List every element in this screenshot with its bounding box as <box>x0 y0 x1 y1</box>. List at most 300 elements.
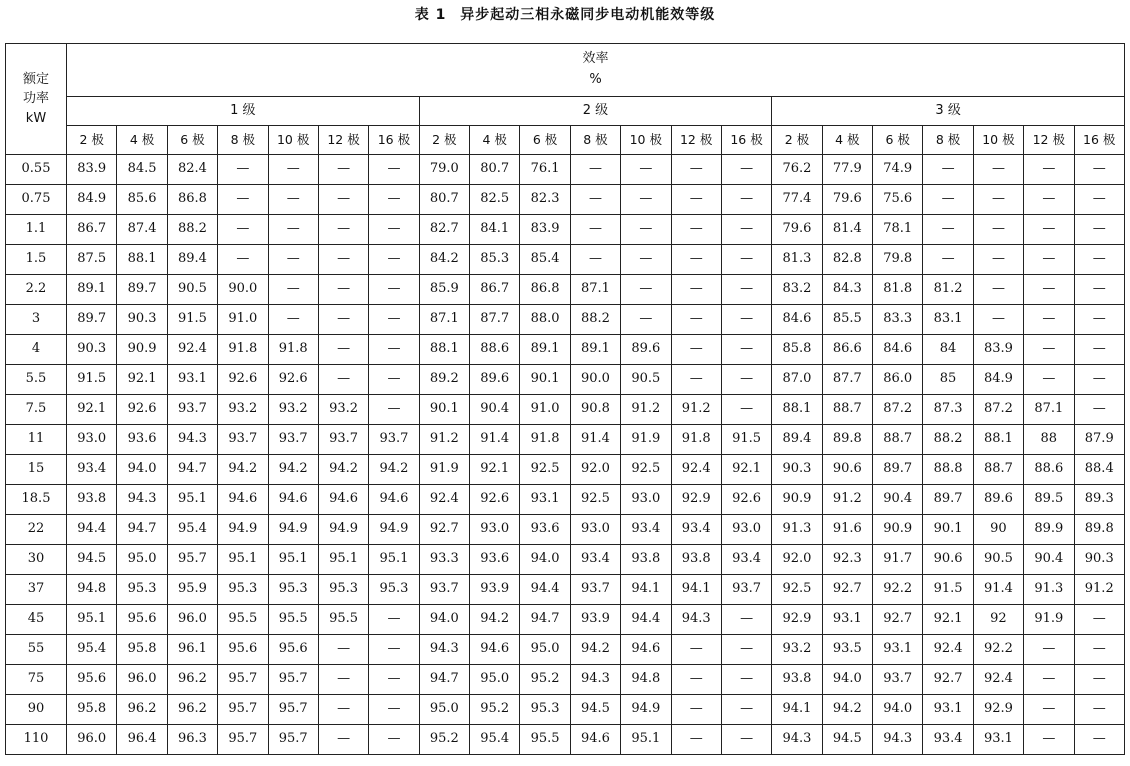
efficiency-cell: 90.4 <box>470 395 520 425</box>
rated-power-header-line: 额定 <box>22 71 49 87</box>
pole-header: 10 极 <box>621 126 671 155</box>
efficiency-cell: 94.7 <box>167 455 217 485</box>
efficiency-cell: 90.0 <box>570 365 620 395</box>
efficiency-cell: 92.5 <box>621 455 671 485</box>
efficiency-cell: 91.2 <box>1074 575 1125 605</box>
rated-power-cell: 18.5 <box>6 485 67 515</box>
efficiency-cell: 92.2 <box>873 575 923 605</box>
efficiency-cell: 95.7 <box>268 725 318 755</box>
table-row <box>6 485 1125 515</box>
table-row <box>6 605 1125 635</box>
efficiency-cell: 86.8 <box>520 275 570 305</box>
efficiency-cell: 84.6 <box>873 335 923 365</box>
efficiency-cell: 94.2 <box>318 455 368 485</box>
efficiency-cell: 83.9 <box>520 215 570 245</box>
efficiency-cell: — <box>671 665 721 695</box>
efficiency-cell: 92.5 <box>772 575 822 605</box>
pole-header: 16 极 <box>369 126 419 155</box>
rated-power-cell: 110 <box>6 725 67 755</box>
efficiency-cell: 87.1 <box>419 305 469 335</box>
efficiency-cell: — <box>1024 245 1074 275</box>
efficiency-cell: 91.8 <box>520 425 570 455</box>
efficiency-cell: — <box>1024 215 1074 245</box>
efficiency-cell: — <box>973 305 1023 335</box>
efficiency-cell: 84.9 <box>973 365 1023 395</box>
efficiency-cell: 93.9 <box>570 605 620 635</box>
rated-power-cell: 0.75 <box>6 185 67 215</box>
efficiency-cell: — <box>1074 215 1125 245</box>
efficiency-cell: 81.4 <box>822 215 872 245</box>
efficiency-cell: 87.1 <box>1024 395 1074 425</box>
efficiency-cell: 94.0 <box>822 665 872 695</box>
efficiency-cell: 84.1 <box>470 215 520 245</box>
efficiency-cell: 79.6 <box>822 185 872 215</box>
efficiency-cell: 88.0 <box>520 305 570 335</box>
efficiency-cell: 93.1 <box>923 695 973 725</box>
efficiency-cell: 94.3 <box>873 725 923 755</box>
table-row <box>6 545 1125 575</box>
efficiency-cell: 95.3 <box>218 575 268 605</box>
efficiency-cell: — <box>721 305 771 335</box>
rated-power-cell: 1.1 <box>6 215 67 245</box>
efficiency-cell: — <box>218 185 268 215</box>
efficiency-cell: 88.7 <box>973 455 1023 485</box>
efficiency-cell: 77.4 <box>772 185 822 215</box>
efficiency-cell: 76.1 <box>520 155 570 185</box>
efficiency-cell: — <box>923 155 973 185</box>
efficiency-cell: — <box>671 245 721 275</box>
efficiency-cell: — <box>621 305 671 335</box>
efficiency-cell: 94.1 <box>772 695 822 725</box>
efficiency-cell: 94.3 <box>671 605 721 635</box>
efficiency-cell: 86.7 <box>67 215 117 245</box>
efficiency-cell: 93.1 <box>167 365 217 395</box>
efficiency-cell: 95.0 <box>419 695 469 725</box>
efficiency-cell: — <box>369 365 419 395</box>
efficiency-cell: — <box>671 725 721 755</box>
efficiency-cell: 91.0 <box>218 305 268 335</box>
efficiency-cell: — <box>570 155 620 185</box>
efficiency-cell: 93.7 <box>218 425 268 455</box>
efficiency-cell: — <box>721 275 771 305</box>
efficiency-cell: 93.5 <box>822 635 872 665</box>
efficiency-cell: 83.9 <box>67 155 117 185</box>
efficiency-cell: 94.5 <box>822 725 872 755</box>
efficiency-cell: 87.1 <box>570 275 620 305</box>
table-row <box>6 305 1125 335</box>
efficiency-cell: — <box>621 275 671 305</box>
efficiency-cell: 95.7 <box>268 695 318 725</box>
pole-header: 4 极 <box>822 126 872 155</box>
efficiency-cell: — <box>318 155 368 185</box>
efficiency-cell: 93.7 <box>419 575 469 605</box>
efficiency-cell: 79.8 <box>873 245 923 275</box>
efficiency-cell: 94.9 <box>268 515 318 545</box>
pole-header: 16 极 <box>1074 126 1125 155</box>
efficiency-cell: — <box>369 275 419 305</box>
efficiency-cell: — <box>318 635 368 665</box>
efficiency-cell: 91.3 <box>772 515 822 545</box>
efficiency-cell: 95.0 <box>470 665 520 695</box>
efficiency-cell: — <box>1074 245 1125 275</box>
efficiency-cell: 95.7 <box>167 545 217 575</box>
efficiency-cell: 95.7 <box>218 695 268 725</box>
efficiency-cell: 95.1 <box>318 545 368 575</box>
efficiency-cell: 84.2 <box>419 245 469 275</box>
efficiency-cell: — <box>369 665 419 695</box>
efficiency-cell: 94.6 <box>218 485 268 515</box>
efficiency-cell: — <box>268 275 318 305</box>
pole-header: 2 极 <box>67 126 117 155</box>
efficiency-cell: 93.7 <box>268 425 318 455</box>
efficiency-title: 效率 <box>582 51 609 67</box>
efficiency-cell: — <box>721 665 771 695</box>
efficiency-cell: 92.0 <box>570 455 620 485</box>
efficiency-cell: 86.6 <box>822 335 872 365</box>
efficiency-cell: 79.6 <box>772 215 822 245</box>
efficiency-cell: 94.1 <box>671 575 721 605</box>
efficiency-cell: — <box>1024 635 1074 665</box>
efficiency-cell: — <box>1074 335 1125 365</box>
efficiency-cell: 95.1 <box>218 545 268 575</box>
efficiency-cell: 90.4 <box>1024 545 1074 575</box>
table-row <box>6 515 1125 545</box>
efficiency-cell: — <box>218 215 268 245</box>
efficiency-cell: 90.9 <box>873 515 923 545</box>
efficiency-cell: 90.9 <box>772 485 822 515</box>
efficiency-cell: 95.0 <box>520 635 570 665</box>
efficiency-cell: 95.7 <box>218 665 268 695</box>
efficiency-cell: — <box>570 215 620 245</box>
efficiency-cell: 90.5 <box>973 545 1023 575</box>
efficiency-cell: 92.6 <box>117 395 167 425</box>
efficiency-cell: 93.4 <box>923 725 973 755</box>
efficiency-cell: 90 <box>973 515 1023 545</box>
efficiency-cell: 94.6 <box>369 485 419 515</box>
table-row <box>6 395 1125 425</box>
table-caption <box>0 4 1130 26</box>
efficiency-cell: 88.1 <box>117 245 167 275</box>
efficiency-cell: 93.7 <box>570 575 620 605</box>
efficiency-cell: 95.5 <box>318 605 368 635</box>
efficiency-cell: — <box>671 155 721 185</box>
efficiency-cell: 91.2 <box>621 395 671 425</box>
efficiency-cell: — <box>973 185 1023 215</box>
efficiency-cell: 93.1 <box>822 605 872 635</box>
efficiency-cell: 92.4 <box>671 455 721 485</box>
table-row <box>6 245 1125 275</box>
efficiency-cell: 93.7 <box>721 575 771 605</box>
efficiency-cell: — <box>671 365 721 395</box>
efficiency-cell: 91.5 <box>721 425 771 455</box>
efficiency-cell: — <box>1024 275 1074 305</box>
efficiency-cell: — <box>268 305 318 335</box>
efficiency-cell: — <box>721 695 771 725</box>
efficiency-cell: 95.2 <box>520 665 570 695</box>
efficiency-cell: — <box>570 245 620 275</box>
efficiency-cell: 93.2 <box>772 635 822 665</box>
efficiency-cell: — <box>1024 305 1074 335</box>
efficiency-cell: 93.4 <box>570 545 620 575</box>
efficiency-cell: 93.0 <box>721 515 771 545</box>
pole-header: 6 极 <box>873 126 923 155</box>
pole-header: 8 极 <box>570 126 620 155</box>
efficiency-cell: — <box>1074 305 1125 335</box>
efficiency-cell: 92.4 <box>923 635 973 665</box>
efficiency-cell: 95.2 <box>470 695 520 725</box>
efficiency-cell: 92.1 <box>67 395 117 425</box>
efficiency-cell: 95.4 <box>67 635 117 665</box>
table-row <box>6 365 1125 395</box>
efficiency-cell: 91.8 <box>268 335 318 365</box>
efficiency-cell: 94.7 <box>419 665 469 695</box>
efficiency-cell: — <box>318 725 368 755</box>
efficiency-cell: — <box>1024 185 1074 215</box>
efficiency-cell: 94.3 <box>419 635 469 665</box>
efficiency-cell: 83.9 <box>973 335 1023 365</box>
efficiency-cell: 91.9 <box>1024 605 1074 635</box>
efficiency-cell: 85.4 <box>520 245 570 275</box>
efficiency-cell: 89.3 <box>1074 485 1125 515</box>
efficiency-cell: — <box>318 335 368 365</box>
efficiency-cell: 92.4 <box>419 485 469 515</box>
efficiency-cell: 87.9 <box>1074 425 1125 455</box>
efficiency-cell: 90.3 <box>117 305 167 335</box>
efficiency-cell: 92.7 <box>419 515 469 545</box>
efficiency-header <box>67 44 1125 97</box>
efficiency-cell: — <box>621 155 671 185</box>
pole-header: 4 极 <box>117 126 167 155</box>
efficiency-cell: 89.7 <box>67 305 117 335</box>
efficiency-cell: 94.7 <box>117 515 167 545</box>
efficiency-cell: — <box>318 365 368 395</box>
efficiency-cell: 90.0 <box>218 275 268 305</box>
table-row <box>6 665 1125 695</box>
efficiency-cell: 89.4 <box>167 245 217 275</box>
efficiency-cell: 92.7 <box>923 665 973 695</box>
efficiency-cell: 88.6 <box>470 335 520 365</box>
efficiency-cell: 93.2 <box>218 395 268 425</box>
efficiency-cell: — <box>1074 695 1125 725</box>
efficiency-cell: — <box>369 635 419 665</box>
efficiency-cell: — <box>369 245 419 275</box>
rated-power-cell: 90 <box>6 695 67 725</box>
efficiency-cell: 90.3 <box>67 335 117 365</box>
efficiency-cell: 96.0 <box>167 605 217 635</box>
efficiency-cell: 87.3 <box>923 395 973 425</box>
efficiency-cell: — <box>671 695 721 725</box>
table-row <box>6 425 1125 455</box>
efficiency-cell: 86.8 <box>167 185 217 215</box>
efficiency-cell: 86.7 <box>470 275 520 305</box>
efficiency-cell: 79.0 <box>419 155 469 185</box>
efficiency-cell: — <box>1024 665 1074 695</box>
efficiency-cell: 94.6 <box>470 635 520 665</box>
table-row <box>6 215 1125 245</box>
efficiency-cell: 93.4 <box>67 455 117 485</box>
rated-power-cell: 3 <box>6 305 67 335</box>
efficiency-cell: 95.6 <box>117 605 167 635</box>
efficiency-cell: 91.8 <box>671 425 721 455</box>
efficiency-cell: — <box>1074 395 1125 425</box>
efficiency-cell: 87.5 <box>67 245 117 275</box>
efficiency-cell: 96.3 <box>167 725 217 755</box>
efficiency-cell: 92.6 <box>721 485 771 515</box>
efficiency-cell: — <box>369 395 419 425</box>
efficiency-cell: — <box>721 245 771 275</box>
efficiency-cell: 82.8 <box>822 245 872 275</box>
efficiency-cell: — <box>671 275 721 305</box>
efficiency-cell: 93.3 <box>419 545 469 575</box>
table-row <box>6 695 1125 725</box>
efficiency-cell: — <box>1074 185 1125 215</box>
efficiency-cell: — <box>923 185 973 215</box>
efficiency-cell: — <box>1074 275 1125 305</box>
efficiency-cell: 89.7 <box>117 275 167 305</box>
efficiency-cell: — <box>318 275 368 305</box>
efficiency-cell: 88.1 <box>772 395 822 425</box>
efficiency-cell: 95.6 <box>67 665 117 695</box>
efficiency-cell: 88.7 <box>822 395 872 425</box>
efficiency-cell: — <box>721 335 771 365</box>
efficiency-cell: 90.6 <box>923 545 973 575</box>
efficiency-cell: 93.8 <box>671 545 721 575</box>
rated-power-header-line: 功率 <box>22 91 49 107</box>
efficiency-cell: 81.8 <box>873 275 923 305</box>
efficiency-cell: 93.7 <box>318 425 368 455</box>
efficiency-cell: 93.1 <box>520 485 570 515</box>
efficiency-cell: — <box>268 185 318 215</box>
efficiency-cell: 95.3 <box>369 575 419 605</box>
efficiency-cell: 93.9 <box>470 575 520 605</box>
table-row <box>6 725 1125 755</box>
efficiency-cell: 93.6 <box>117 425 167 455</box>
efficiency-cell: 93.1 <box>873 635 923 665</box>
efficiency-cell: 92.1 <box>470 455 520 485</box>
efficiency-cell: 95.6 <box>268 635 318 665</box>
efficiency-cell: 96.4 <box>117 725 167 755</box>
efficiency-cell: 92.6 <box>470 485 520 515</box>
efficiency-cell: — <box>721 725 771 755</box>
efficiency-cell: 94.0 <box>117 455 167 485</box>
efficiency-cell: 93.8 <box>772 665 822 695</box>
efficiency-cell: 91.8 <box>218 335 268 365</box>
efficiency-cell: — <box>318 695 368 725</box>
efficiency-cell: 82.5 <box>470 185 520 215</box>
efficiency-cell: 92.1 <box>721 455 771 485</box>
efficiency-cell: 94.5 <box>570 695 620 725</box>
efficiency-cell: 92.4 <box>973 665 1023 695</box>
efficiency-cell: — <box>318 215 368 245</box>
efficiency-cell: 89.7 <box>923 485 973 515</box>
table-row <box>6 575 1125 605</box>
efficiency-cell: — <box>318 665 368 695</box>
efficiency-cell: 93.7 <box>369 425 419 455</box>
efficiency-cell: 90.1 <box>419 395 469 425</box>
efficiency-cell: 83.2 <box>772 275 822 305</box>
pole-header: 2 极 <box>419 126 469 155</box>
efficiency-cell: 92.2 <box>973 635 1023 665</box>
efficiency-cell: 91.2 <box>419 425 469 455</box>
efficiency-cell: 94.0 <box>520 545 570 575</box>
efficiency-cell: 91.7 <box>873 545 923 575</box>
efficiency-cell: 89.1 <box>520 335 570 365</box>
efficiency-cell: — <box>621 215 671 245</box>
efficiency-cell: 92.3 <box>822 545 872 575</box>
pole-header: 8 极 <box>923 126 973 155</box>
efficiency-cell: — <box>1024 155 1074 185</box>
efficiency-cell: 93.1 <box>973 725 1023 755</box>
rated-power-cell: 4 <box>6 335 67 365</box>
pole-header: 4 极 <box>470 126 520 155</box>
efficiency-cell: 88.8 <box>923 455 973 485</box>
efficiency-cell: 94.2 <box>822 695 872 725</box>
efficiency-cell: 96.0 <box>117 665 167 695</box>
efficiency-cell: 94.0 <box>419 605 469 635</box>
table-row <box>6 275 1125 305</box>
efficiency-cell: 94.6 <box>268 485 318 515</box>
table-title: 异步起动三相永磁同步电动机能效等级 <box>460 7 716 23</box>
efficiency-grade-table <box>5 43 1125 755</box>
efficiency-cell: — <box>671 215 721 245</box>
efficiency-cell: 91.5 <box>167 305 217 335</box>
efficiency-cell: — <box>1074 635 1125 665</box>
grade-3-header: 3 级 <box>772 97 1125 126</box>
efficiency-cell: 87.2 <box>973 395 1023 425</box>
efficiency-cell: 89.8 <box>822 425 872 455</box>
efficiency-cell: — <box>218 245 268 275</box>
efficiency-cell: 91.5 <box>67 365 117 395</box>
efficiency-cell: — <box>923 245 973 275</box>
efficiency-cell: 85.3 <box>470 245 520 275</box>
efficiency-cell: 91.3 <box>1024 575 1074 605</box>
efficiency-cell: 92.0 <box>772 545 822 575</box>
pole-header: 16 极 <box>721 126 771 155</box>
efficiency-cell: 95.3 <box>268 575 318 605</box>
efficiency-cell: 93.4 <box>671 515 721 545</box>
efficiency-cell: 94.2 <box>570 635 620 665</box>
efficiency-cell: — <box>1024 695 1074 725</box>
rated-power-cell: 30 <box>6 545 67 575</box>
efficiency-cell: 91.4 <box>570 425 620 455</box>
efficiency-cell: 94.6 <box>318 485 368 515</box>
efficiency-cell: 93.2 <box>318 395 368 425</box>
efficiency-cell: 92.9 <box>973 695 1023 725</box>
table-row <box>6 455 1125 485</box>
efficiency-cell: 94.6 <box>570 725 620 755</box>
efficiency-cell: 94.9 <box>369 515 419 545</box>
efficiency-cell: — <box>973 275 1023 305</box>
efficiency-cell: — <box>318 245 368 275</box>
efficiency-cell: 89.9 <box>1024 515 1074 545</box>
efficiency-cell: 82.3 <box>520 185 570 215</box>
efficiency-cell: 93.6 <box>470 545 520 575</box>
efficiency-cell: 94.3 <box>570 665 620 695</box>
efficiency-cell: 74.9 <box>873 155 923 185</box>
efficiency-cell: 90.5 <box>167 275 217 305</box>
efficiency-cell: — <box>369 155 419 185</box>
efficiency-cell: 80.7 <box>470 155 520 185</box>
pole-header: 12 极 <box>1024 126 1074 155</box>
pole-header: 8 极 <box>218 126 268 155</box>
rated-power-cell: 5.5 <box>6 365 67 395</box>
efficiency-cell: 85.6 <box>117 185 167 215</box>
table-row <box>6 155 1125 185</box>
efficiency-cell: 93.8 <box>67 485 117 515</box>
efficiency-cell: 95.5 <box>520 725 570 755</box>
efficiency-cell: 88.7 <box>873 425 923 455</box>
efficiency-cell: 94.4 <box>520 575 570 605</box>
